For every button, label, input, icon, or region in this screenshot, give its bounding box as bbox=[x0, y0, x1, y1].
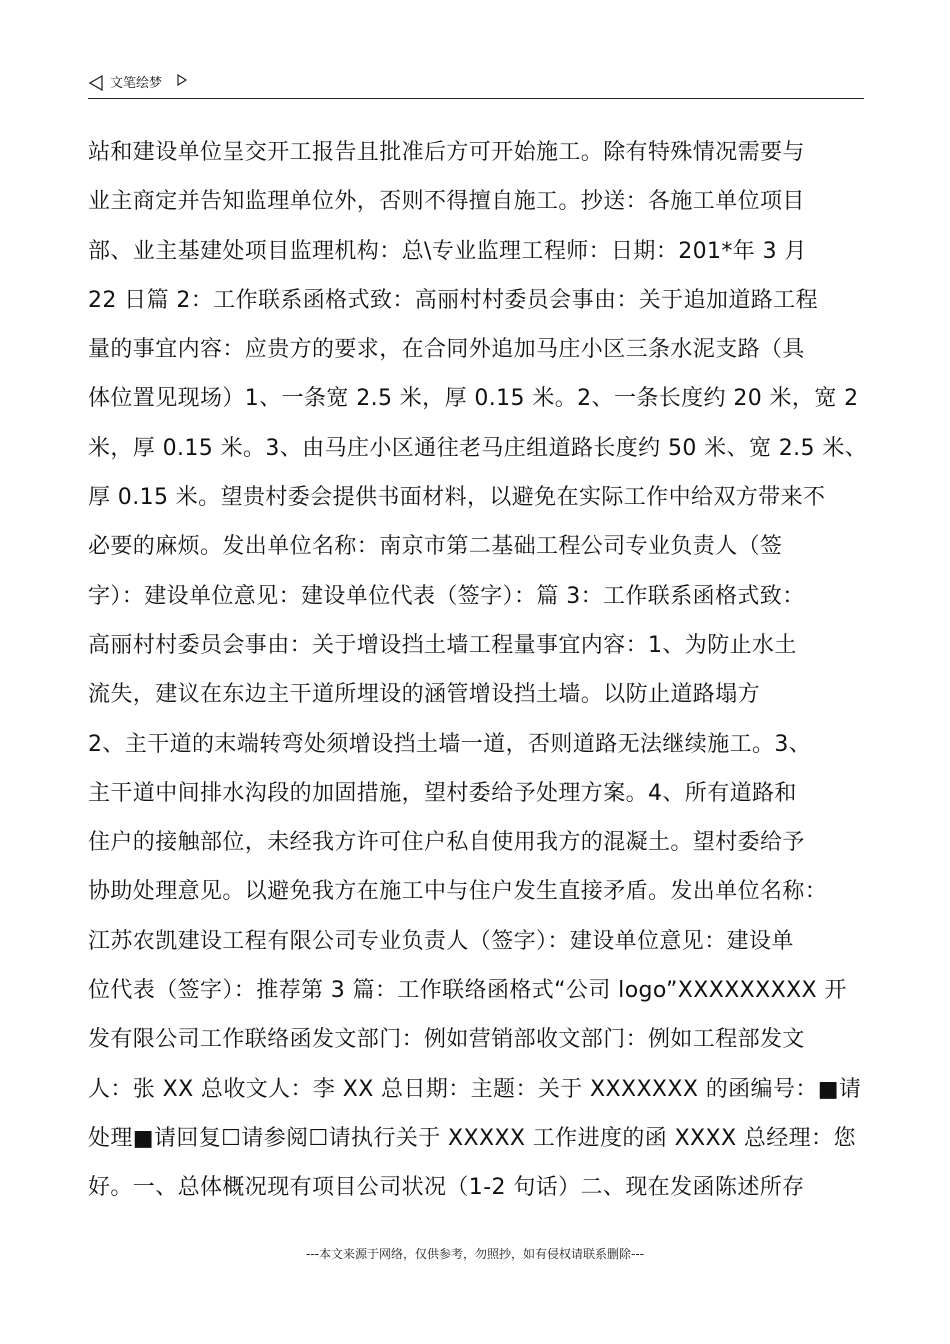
header-brand: 文笔绘梦 bbox=[110, 76, 163, 91]
body-line: 厚 0.15 米。望贵村委会提供书面材料，以避免在实际工作中给双方带来不 bbox=[88, 485, 826, 511]
page-footer-disclaimer: ---本文来源于网络，仅供参考，勿照抄，如有侵权请联系删除--- bbox=[306, 1247, 644, 1261]
document-body bbox=[88, 128, 878, 1213]
body-line: 量的事宜内容：应贵方的要求，在合同外追加马庄小区三条水泥支路（具 bbox=[88, 337, 805, 363]
body-line: 协助处理意见。以避免我方在施工中与住户发生直接矛盾。发出单位名称： bbox=[88, 879, 828, 905]
body-line: 业主商定并告知监理单位外，否则不得擅自施工。抄送：各施工单位项目 bbox=[88, 189, 805, 215]
body-line: 发有限公司工作联络函发文部门：例如营销部收文部门：例如工程部发文 bbox=[88, 1027, 805, 1053]
body-line: 22 日篇 2：工作联系函格式致：高丽村村委员会事由：关于追加道路工程 bbox=[88, 287, 818, 313]
body-line: 好。一、总体概况现有项目公司状况（1-2 句话）二、现在发函陈述所存 bbox=[88, 1175, 805, 1201]
body-line: 主干道中间排水沟段的加固措施，望村委给予处理方案。4、所有道路和 bbox=[88, 780, 797, 806]
body-line: 位代表（签字）：推荐第 3 篇：工作联络函格式“公司 logo”XXXXXXXXX 开 bbox=[88, 978, 847, 1004]
triangle-left-icon bbox=[88, 75, 104, 91]
body-line: 流失，建议在东边主干道所埋设的涵管增设挡土墙。以防止道路塌方 bbox=[88, 682, 761, 708]
body-line: 字）：建设单位意见：建设单位代表（签字）：篇 3：工作联系函格式致： bbox=[88, 583, 805, 609]
page-header bbox=[88, 72, 864, 99]
body-line: 人：张 XX 总收文人：李 XX 总日期：主题：关于 XXXXXXX 的函编号：■请 bbox=[88, 1076, 862, 1102]
body-line: 住户的接触部位，未经我方许可住户私自使用我方的混凝土。望村委给予 bbox=[88, 830, 805, 856]
body-line: 处理■请回复☐请参阅☐请执行关于 XXXXX 工作进度的函 XXXX 总经理：您 bbox=[88, 1125, 856, 1151]
body-line: 部、业主基建处项目监理机构：总\专业监理工程师：日期：201*年 3 月 bbox=[88, 238, 807, 264]
body-line: 米，厚 0.15 米。3、由马庄小区通往老马庄组道路长度约 50 米、宽 2.5 米、 bbox=[88, 435, 868, 461]
triangle-right-icon bbox=[176, 74, 188, 86]
body-line: 站和建设单位呈交开工报告且批准后方可开始施工。除有特殊情况需要与 bbox=[88, 140, 805, 165]
body-line: 2、主干道的末端转弯处须增设挡土墙一道，否则道路无法继续施工。3、 bbox=[88, 731, 812, 757]
body-line: 必要的麻烦。发出单位名称：南京市第二基础工程公司专业负责人（签 bbox=[88, 534, 783, 560]
body-line: 江苏农凯建设工程有限公司专业负责人（签字）：建设单位意见：建设单 bbox=[88, 928, 794, 954]
body-line: 体位置见现场）1、一条宽 2.5 米，厚 0.15 米。2、一条长度约 20 米，宽 2 bbox=[88, 386, 859, 412]
body-line: 高丽村村委员会事由：关于增设挡土墙工程量事宜内容：1、为防止水土 bbox=[88, 632, 797, 658]
